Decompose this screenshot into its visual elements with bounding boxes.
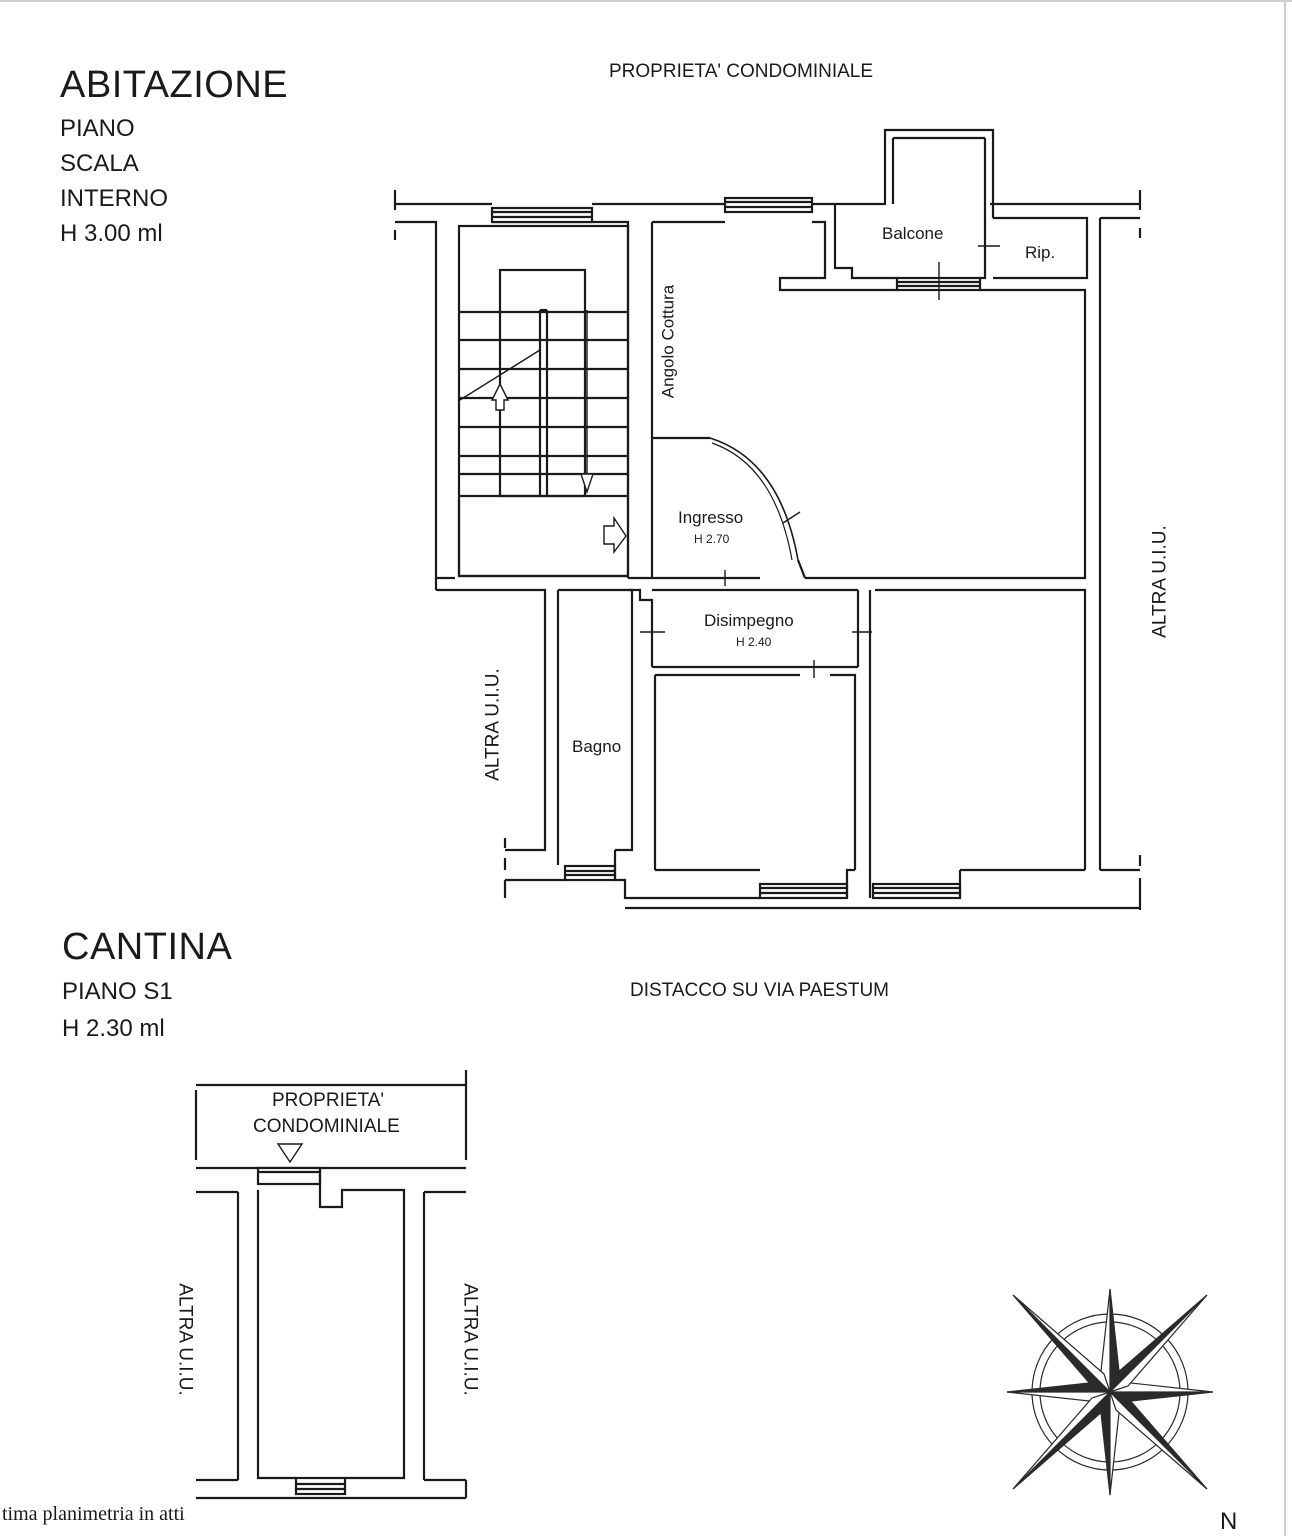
cantina-piano: PIANO S1 [62,978,173,1005]
room-disimpegno: Disimpegno [704,611,794,630]
abitazione-interno: INTERNO [60,185,168,212]
room-balcone: Balcone [882,224,944,243]
footer-text: tima planimetria in atti [2,1503,185,1525]
room-angolo-cottura: Angolo Cottura [658,284,678,399]
room-bagno: Bagno [572,737,622,756]
cellar-right-label: ALTRA U.I.U. [459,1283,481,1396]
cellar-top-label-2: CONDOMINIALE [253,1116,400,1137]
room-disimpegno-height: H 2.40 [736,635,772,649]
cantina-title: CANTINA [62,926,233,968]
cellar-top-label-1: PROPRIETA' [272,1090,385,1111]
cantina-altezza: H 2.30 ml [62,1015,165,1042]
room-ripostiglio: Rip. [1025,243,1056,262]
plan-right-label: ALTRA U.I.U. [1149,525,1171,638]
abitazione-scala: SCALA [60,150,139,177]
compass-north-label: N [1220,1508,1238,1535]
plan-top-label: PROPRIETA' CONDOMINIALE [609,61,874,82]
abitazione-title: ABITAZIONE [60,64,289,106]
plan-left-label: ALTRA U.I.U. [482,668,504,781]
plan-bottom-label: DISTACCO SU VIA PAESTUM [630,980,890,1001]
room-ingresso: Ingresso [678,508,744,527]
cellar-left-label: ALTRA U.I.U. [174,1283,196,1396]
abitazione-altezza: H 3.00 ml [60,220,163,247]
abitazione-piano: PIANO [60,115,135,142]
room-ingresso-height: H 2.70 [694,532,730,546]
